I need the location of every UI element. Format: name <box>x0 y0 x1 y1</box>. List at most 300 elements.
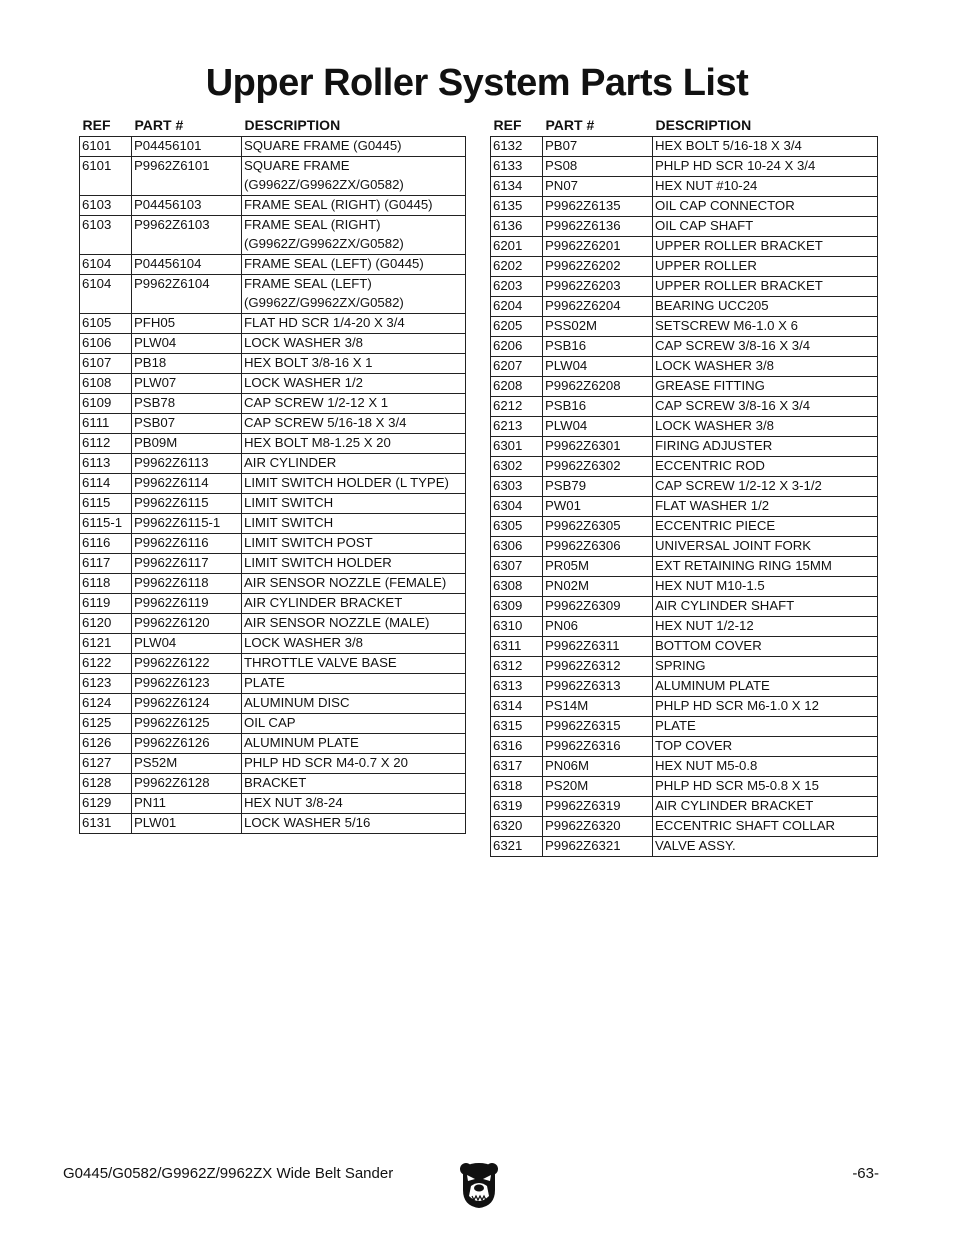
table-row <box>80 137 466 157</box>
table-row <box>80 734 466 754</box>
part-number-cell: PS08 <box>543 157 653 177</box>
table-row <box>491 637 878 657</box>
description-line: BOTTOM COVER <box>655 638 762 653</box>
description-cell <box>653 217 878 237</box>
description-cell <box>653 737 878 757</box>
ref-cell: 6134 <box>491 177 543 197</box>
part-number-cell: PSB79 <box>543 477 653 497</box>
description-cell <box>242 196 466 216</box>
table-row <box>491 497 878 517</box>
ref-cell: 6113 <box>80 454 132 474</box>
description-cell <box>653 577 878 597</box>
part-number-cell: PS52M <box>132 754 242 774</box>
ref-cell: 6213 <box>491 417 543 437</box>
part-number-cell: PSB07 <box>132 414 242 434</box>
table-row <box>80 196 466 216</box>
ref-column-header: REF <box>493 117 522 133</box>
ref-cell: 6127 <box>80 754 132 774</box>
table-row <box>491 297 878 317</box>
ref-cell: 6105 <box>80 314 132 334</box>
table-row <box>80 474 466 494</box>
part-number-cell: P9962Z6315 <box>543 717 653 737</box>
description-cell <box>653 237 878 257</box>
table-row <box>491 657 878 677</box>
description-cell <box>242 814 466 834</box>
part-number-cell: PR05M <box>543 557 653 577</box>
table-row <box>491 417 878 437</box>
ref-cell: 6131 <box>80 814 132 834</box>
description-cell <box>653 157 878 177</box>
ref-cell: 6135 <box>491 197 543 217</box>
part-number-cell: PSS02M <box>543 317 653 337</box>
ref-cell: 6101 <box>80 137 132 157</box>
description-cell <box>653 837 878 857</box>
ref-cell: 6103 <box>80 216 132 255</box>
description-line: CAP SCREW 1/2-12 X 3-1/2 <box>655 478 822 493</box>
description-line: ALUMINUM PLATE <box>655 678 770 693</box>
description-cell <box>242 494 466 514</box>
description-line: CAP SCREW 5/16-18 X 3/4 <box>244 415 407 430</box>
table-row <box>491 777 878 797</box>
ref-cell: 6310 <box>491 617 543 637</box>
ref-cell: 6107 <box>80 354 132 374</box>
description-line: OIL CAP CONNECTOR <box>655 198 795 213</box>
ref-cell: 6108 <box>80 374 132 394</box>
ref-column-header: REF <box>82 117 111 133</box>
description-cell <box>653 677 878 697</box>
table-row <box>491 377 878 397</box>
ref-cell: 6119 <box>80 594 132 614</box>
table-row <box>80 314 466 334</box>
description-line: FRAME SEAL (RIGHT) (G0445) <box>244 197 433 212</box>
description-line: BEARING UCC205 <box>655 298 769 313</box>
description-line: HEX NUT 3/8-24 <box>244 795 343 810</box>
description-line: LIMIT SWITCH HOLDER (L TYPE) <box>244 475 449 490</box>
table-row <box>491 817 878 837</box>
description-cell <box>242 774 466 794</box>
table-row <box>491 677 878 697</box>
ref-cell: 6208 <box>491 377 543 397</box>
ref-cell: 6123 <box>80 674 132 694</box>
ref-cell: 6313 <box>491 677 543 697</box>
description-cell <box>653 597 878 617</box>
description-line: (G9962Z/G9962ZX/G0582) <box>244 236 404 251</box>
part-number-cell: P9962Z6302 <box>543 457 653 477</box>
table-row <box>80 714 466 734</box>
description-cell <box>242 574 466 594</box>
part-number-cell: P9962Z6115 <box>132 494 242 514</box>
description-line: AIR SENSOR NOZZLE (FEMALE) <box>244 575 447 590</box>
ref-cell: 6126 <box>80 734 132 754</box>
description-cell <box>653 317 878 337</box>
description-line: FRAME SEAL (LEFT) <box>244 276 372 291</box>
part-number-cell: P9962Z6311 <box>543 637 653 657</box>
part-number-cell: PSB78 <box>132 394 242 414</box>
table-row <box>491 517 878 537</box>
part-number-cell: PW01 <box>543 497 653 517</box>
parts-table-body <box>80 137 466 834</box>
description-cell <box>653 457 878 477</box>
description-line: PHLP HD SCR M5-0.8 X 15 <box>655 778 819 793</box>
description-column-header: DESCRIPTION <box>655 117 752 133</box>
part-number-cell: P9962Z6202 <box>543 257 653 277</box>
ref-cell: 6317 <box>491 757 543 777</box>
description-cell <box>242 275 466 314</box>
table-row <box>491 177 878 197</box>
description-cell <box>242 514 466 534</box>
description-cell <box>242 754 466 774</box>
part-number-cell: P9962Z6118 <box>132 574 242 594</box>
description-line: FIRING ADJUSTER <box>655 438 773 453</box>
description-line: HEX NUT M10-1.5 <box>655 578 765 593</box>
description-line: TOP COVER <box>655 738 733 753</box>
ref-cell: 6318 <box>491 777 543 797</box>
table-row <box>491 837 878 857</box>
table-row <box>80 414 466 434</box>
ref-cell: 6302 <box>491 457 543 477</box>
description-line: (G9962Z/G9962ZX/G0582) <box>244 177 404 192</box>
ref-cell: 6311 <box>491 637 543 657</box>
description-line: FRAME SEAL (LEFT) (G0445) <box>244 256 424 271</box>
part-number-cell: PLW04 <box>132 334 242 354</box>
description-cell <box>653 357 878 377</box>
description-cell <box>653 417 878 437</box>
part-number-cell: PS20M <box>543 777 653 797</box>
table-row <box>80 157 466 196</box>
parts-table-body <box>491 137 878 857</box>
ref-cell: 6120 <box>80 614 132 634</box>
description-line: ECCENTRIC ROD <box>655 458 765 473</box>
description-cell <box>242 454 466 474</box>
table-row <box>80 216 466 255</box>
description-line: LOCK WASHER 3/8 <box>244 335 363 350</box>
description-line: HEX BOLT M8-1.25 X 20 <box>244 435 391 450</box>
ref-cell: 6124 <box>80 694 132 714</box>
part-number-cell: P9962Z6126 <box>132 734 242 754</box>
table-row <box>80 454 466 474</box>
ref-cell: 6101 <box>80 157 132 196</box>
description-cell <box>653 297 878 317</box>
page-number: -63- <box>852 1165 879 1182</box>
description-cell <box>242 216 466 255</box>
ref-cell: 6201 <box>491 237 543 257</box>
ref-cell: 6125 <box>80 714 132 734</box>
table-row <box>80 614 466 634</box>
part-number-cell: P9962Z6313 <box>543 677 653 697</box>
ref-cell: 6203 <box>491 277 543 297</box>
ref-cell: 6206 <box>491 337 543 357</box>
ref-cell: 6115-1 <box>80 514 132 534</box>
table-row <box>80 674 466 694</box>
description-line: CAP SCREW 1/2-12 X 1 <box>244 395 389 410</box>
description-cell <box>653 557 878 577</box>
part-number-cell: PN02M <box>543 577 653 597</box>
description-cell <box>653 777 878 797</box>
table-row <box>80 794 466 814</box>
table-row <box>491 237 878 257</box>
part-number-cell: P9962Z6321 <box>543 837 653 857</box>
table-row <box>491 277 878 297</box>
table-row <box>491 477 878 497</box>
part-number-cell: P9962Z6204 <box>543 297 653 317</box>
description-line: SETSCREW M6-1.0 X 6 <box>655 318 798 333</box>
part-number-cell: P9962Z6305 <box>543 517 653 537</box>
ref-cell: 6104 <box>80 275 132 314</box>
table-row <box>491 317 878 337</box>
part-number-cell: PSB16 <box>543 337 653 357</box>
description-line: ALUMINUM PLATE <box>244 735 359 750</box>
table-row <box>80 634 466 654</box>
table-row <box>80 434 466 454</box>
description-line: SQUARE FRAME <box>244 158 350 173</box>
description-line: PLATE <box>244 675 285 690</box>
description-line: THROTTLE VALVE BASE <box>244 655 397 670</box>
part-number-cell: PB07 <box>543 137 653 157</box>
part-number-cell: P9962Z6104 <box>132 275 242 314</box>
ref-cell: 6121 <box>80 634 132 654</box>
description-cell <box>653 197 878 217</box>
description-line: LOCK WASHER 3/8 <box>655 358 774 373</box>
description-cell <box>242 434 466 454</box>
description-cell <box>653 637 878 657</box>
ref-cell: 6115 <box>80 494 132 514</box>
description-cell <box>242 157 466 196</box>
ref-cell: 6319 <box>491 797 543 817</box>
table-row <box>80 275 466 314</box>
ref-cell: 6117 <box>80 554 132 574</box>
table-row <box>491 577 878 597</box>
part-number-cell: P9962Z6309 <box>543 597 653 617</box>
description-line: (G9962Z/G9962ZX/G0582) <box>244 295 404 310</box>
table-row <box>80 514 466 534</box>
table-row <box>491 697 878 717</box>
description-line: CAP SCREW 3/8-16 X 3/4 <box>655 398 811 413</box>
part-number-cell: P9962Z6123 <box>132 674 242 694</box>
description-line: EXT RETAINING RING 15MM <box>655 558 832 573</box>
description-line: FLAT WASHER 1/2 <box>655 498 770 513</box>
description-line: UPPER ROLLER BRACKET <box>655 278 823 293</box>
description-line: OIL CAP <box>244 715 296 730</box>
description-line: PLATE <box>655 718 696 733</box>
table-row <box>491 537 878 557</box>
ref-cell: 6303 <box>491 477 543 497</box>
ref-cell: 6111 <box>80 414 132 434</box>
ref-cell: 6106 <box>80 334 132 354</box>
table-row <box>491 557 878 577</box>
description-cell <box>653 397 878 417</box>
ref-cell: 6112 <box>80 434 132 454</box>
part-number-cell: P9962Z6103 <box>132 216 242 255</box>
description-line: LOCK WASHER 1/2 <box>244 375 363 390</box>
part-number-cell: PN06M <box>543 757 653 777</box>
description-cell <box>653 337 878 357</box>
ref-cell: 6305 <box>491 517 543 537</box>
description-cell <box>653 757 878 777</box>
part-number-cell: P9962Z6319 <box>543 797 653 817</box>
ref-cell: 6304 <box>491 497 543 517</box>
description-line: AIR CYLINDER <box>244 455 337 470</box>
ref-cell: 6308 <box>491 577 543 597</box>
ref-cell: 6315 <box>491 717 543 737</box>
description-cell <box>242 534 466 554</box>
table-row <box>80 554 466 574</box>
description-cell <box>242 554 466 574</box>
description-cell <box>242 137 466 157</box>
ref-cell: 6104 <box>80 255 132 275</box>
description-line: HEX NUT M5-0.8 <box>655 758 758 773</box>
description-line: CAP SCREW 3/8-16 X 3/4 <box>655 338 811 353</box>
part-number-cell: P9962Z6316 <box>543 737 653 757</box>
ref-cell: 6132 <box>491 137 543 157</box>
description-cell <box>242 334 466 354</box>
ref-cell: 6212 <box>491 397 543 417</box>
table-row <box>491 337 878 357</box>
table-row <box>80 255 466 275</box>
description-cell <box>653 377 878 397</box>
description-line: VALVE ASSY. <box>655 838 736 853</box>
ref-cell: 6307 <box>491 557 543 577</box>
footer-model-text: G0445/G0582/G9962Z/9962ZX Wide Belt Sander <box>63 1165 394 1182</box>
ref-cell: 6321 <box>491 837 543 857</box>
description-line: LIMIT SWITCH HOLDER <box>244 555 392 570</box>
table-row <box>80 814 466 834</box>
table-row <box>80 534 466 554</box>
part-number-cell: P9962Z6128 <box>132 774 242 794</box>
part-number-cell: P9962Z6208 <box>543 377 653 397</box>
ref-cell: 6309 <box>491 597 543 617</box>
description-line: AIR CYLINDER SHAFT <box>655 598 795 613</box>
table-row <box>80 754 466 774</box>
ref-cell: 6320 <box>491 817 543 837</box>
description-line: HEX NUT #10-24 <box>655 178 758 193</box>
description-line: HEX BOLT 3/8-16 X 1 <box>244 355 373 370</box>
description-line: UNIVERSAL JOINT FORK <box>655 538 812 553</box>
part-number-cell: PLW04 <box>543 357 653 377</box>
table-row <box>80 774 466 794</box>
part-number-cell: P9962Z6116 <box>132 534 242 554</box>
description-cell <box>653 497 878 517</box>
table-row <box>491 157 878 177</box>
part-number-cell: P9962Z6301 <box>543 437 653 457</box>
part-number-cell: PN07 <box>543 177 653 197</box>
description-cell <box>653 277 878 297</box>
table-row <box>491 357 878 377</box>
table-header <box>80 114 466 137</box>
part-number-cell: P9962Z6136 <box>543 217 653 237</box>
description-cell <box>242 394 466 414</box>
part-column-header: PART # <box>134 117 184 133</box>
table-row <box>491 597 878 617</box>
description-line: PHLP HD SCR M6-1.0 X 12 <box>655 698 819 713</box>
table-row <box>80 494 466 514</box>
table-row <box>80 374 466 394</box>
parts-table-right <box>490 114 878 857</box>
description-column-header: DESCRIPTION <box>244 117 341 133</box>
description-cell <box>653 477 878 497</box>
part-number-cell: P9962Z6320 <box>543 817 653 837</box>
part-number-cell: P9962Z6203 <box>543 277 653 297</box>
part-number-cell: P9962Z6101 <box>132 157 242 196</box>
ref-cell: 6314 <box>491 697 543 717</box>
description-line: FRAME SEAL (RIGHT) <box>244 217 381 232</box>
description-cell <box>653 657 878 677</box>
description-cell <box>242 734 466 754</box>
table-row <box>80 594 466 614</box>
table-row <box>80 394 466 414</box>
part-number-cell: P9962Z6119 <box>132 594 242 614</box>
description-cell <box>242 314 466 334</box>
description-cell <box>242 694 466 714</box>
ref-cell: 6207 <box>491 357 543 377</box>
ref-cell: 6306 <box>491 537 543 557</box>
ref-cell: 6114 <box>80 474 132 494</box>
table-row <box>491 137 878 157</box>
description-cell <box>242 654 466 674</box>
ref-cell: 6133 <box>491 157 543 177</box>
part-number-cell: PB18 <box>132 354 242 374</box>
part-number-cell: PLW01 <box>132 814 242 834</box>
ref-cell: 6129 <box>80 794 132 814</box>
table-row <box>491 217 878 237</box>
description-cell <box>653 817 878 837</box>
part-number-cell: P9962Z6124 <box>132 694 242 714</box>
part-number-cell: P9962Z6115-1 <box>132 514 242 534</box>
table-row <box>491 397 878 417</box>
part-number-cell: PLW04 <box>132 634 242 654</box>
table-row <box>491 197 878 217</box>
description-line: PHLP HD SCR M4-0.7 X 20 <box>244 755 408 770</box>
description-cell <box>653 257 878 277</box>
part-number-cell: P04456103 <box>132 196 242 216</box>
description-line: AIR SENSOR NOZZLE (MALE) <box>244 615 430 630</box>
ref-cell: 6312 <box>491 657 543 677</box>
table-header <box>491 114 878 137</box>
description-line: ALUMINUM DISC <box>244 695 350 710</box>
ref-cell: 6202 <box>491 257 543 277</box>
description-line: SPRING <box>655 658 706 673</box>
description-line: ECCENTRIC PIECE <box>655 518 776 533</box>
part-number-cell: P04456101 <box>132 137 242 157</box>
ref-cell: 6109 <box>80 394 132 414</box>
description-line: PHLP HD SCR 10-24 X 3/4 <box>655 158 816 173</box>
description-cell <box>242 594 466 614</box>
description-line: HEX NUT 1/2-12 <box>655 618 754 633</box>
description-line: BRACKET <box>244 775 307 790</box>
description-line: LIMIT SWITCH <box>244 515 334 530</box>
description-line: LOCK WASHER 5/16 <box>244 815 371 830</box>
ref-cell: 6118 <box>80 574 132 594</box>
description-cell <box>653 517 878 537</box>
description-line: OIL CAP SHAFT <box>655 218 754 233</box>
description-line: LOCK WASHER 3/8 <box>244 635 363 650</box>
table-row <box>491 757 878 777</box>
description-cell <box>653 797 878 817</box>
description-cell <box>242 714 466 734</box>
ref-cell: 6122 <box>80 654 132 674</box>
page-title: Upper Roller System Parts List <box>205 62 749 104</box>
bear-head-logo-icon <box>459 1160 499 1210</box>
ref-cell: 6301 <box>491 437 543 457</box>
description-cell <box>242 354 466 374</box>
ref-cell: 6103 <box>80 196 132 216</box>
description-line: AIR CYLINDER BRACKET <box>244 595 403 610</box>
part-number-cell: PSB16 <box>543 397 653 417</box>
part-number-cell: P9962Z6306 <box>543 537 653 557</box>
description-cell <box>653 617 878 637</box>
part-number-cell: P9962Z6120 <box>132 614 242 634</box>
description-line: AIR CYLINDER BRACKET <box>655 798 814 813</box>
description-line: ECCENTRIC SHAFT COLLAR <box>655 818 836 833</box>
